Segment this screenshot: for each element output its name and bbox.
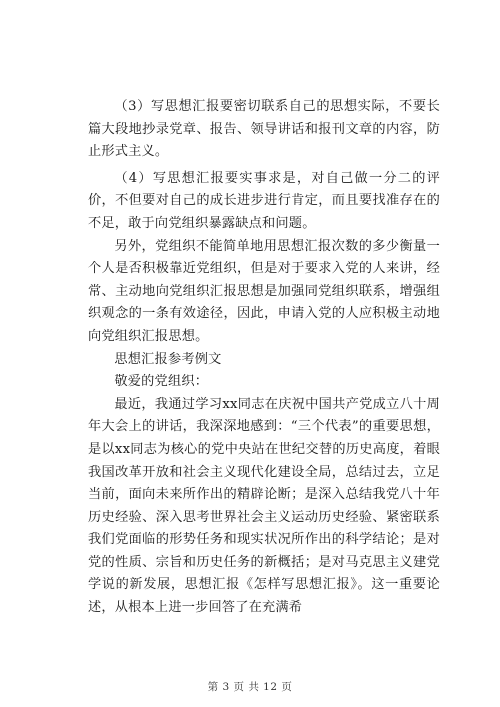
paragraph-point-4: （4）写思想汇报要实事求是，对自己做一分二的评价，不但要对自己的成长进步进行肯定，而且要找准存在的不足，敢于向党组织暴露缺点和问题。 [88,170,440,231]
section-heading-sample: 思想汇报参考例文 [114,351,222,367]
paragraph-additional-note: 另外，党组织不能简单地用思想汇报次数的多少衡量一个人是否积极靠近党组织，但是对于要求入党的人来讲，经常、主动地向党组织汇报思想是加强同党组织联系，增强组织观念的一条有效途径，因此，申请入党的人应积极主动地向党组织汇报思想。 [88,238,440,344]
document-body [88,96,440,620]
paragraph-sample-body: 最近，我通过学习xx同志在庆祝中国共产党成立八十周年大会上的讲话，我深深地感到：“三个代表”的重要思想，是以xx同志为核心的党中央站在世纪交替的历史高度，着眼我国改革开放和社会主义现代化建设全局，总结过去，立足当前，面向未来所作出的精辟论断；是深入总结我党八十年历史经验、深入思考世界社会主义运动历史经验、紧密联系我们党面临的形势任务和现实状况所作出的科学结论；是对党的性质、宗旨和历史任务的新概括；是对马克思主义建党学说的新发展，思想汇报《怎样写思想汇报》。这一重要论述，从根本上进一步回答了在充满希 [88,396,440,616]
salutation: 敬爱的党组织： [114,374,209,390]
page-footer: 第 3 页 共 12 页 [207,681,293,693]
paragraph-point-3: （3）写思想汇报要密切联系自己的思想实际，不要长篇大段地抄录党章、报告、领导讲话和报刊文章的内容，防止形式主义。 [88,99,440,160]
